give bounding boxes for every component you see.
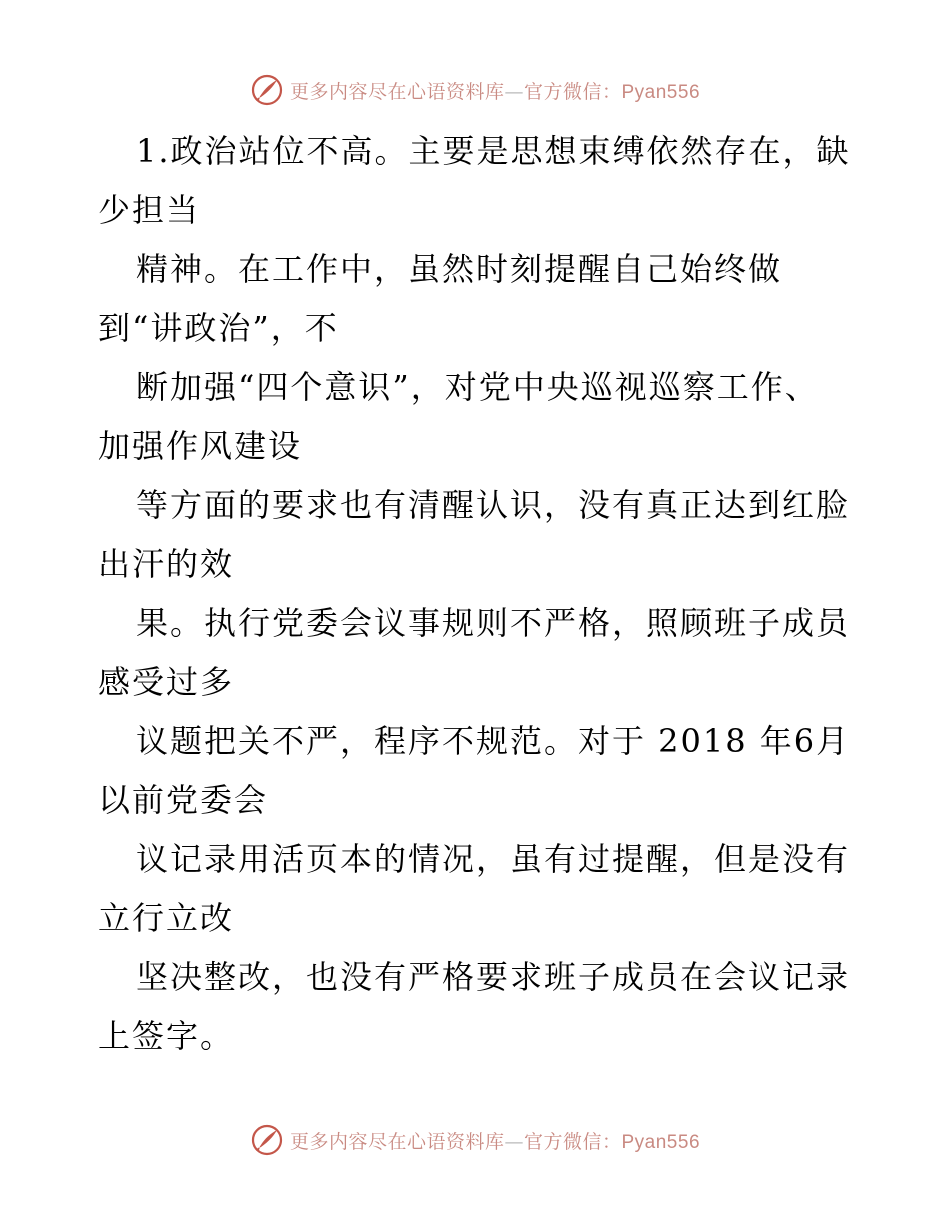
text-line: 立行立改 xyxy=(98,899,235,937)
watermark-slogan: 更多内容尽在心语资料库 xyxy=(289,80,505,103)
text-line: 以前党委会 xyxy=(98,781,269,819)
text-line: 到“讲政治”，不 xyxy=(98,309,339,347)
watermark-dash: — xyxy=(504,1130,524,1153)
text-line: 坚决整改，也没有严格要求班子成员在会议记录 xyxy=(136,958,851,996)
text-line: 果。执行党委会议事规则不严格，照顾班子成员 xyxy=(136,604,851,642)
text-line: 加强作风建设 xyxy=(98,427,303,465)
text-line: 1.政治站位不高。主要是思想束缚依然存在，缺 xyxy=(136,132,851,170)
watermark-slogan: 更多内容尽在心语资料库 xyxy=(289,1130,505,1153)
quill-pen-logo-icon xyxy=(250,1123,284,1157)
text-line: 少担当 xyxy=(98,191,201,229)
footer-watermark xyxy=(0,1118,950,1162)
watermark-wechat-id: Pyan556 xyxy=(621,1131,701,1153)
text-line: 断加强“四个意识”，对党中央巡视巡察工作、 xyxy=(136,368,819,406)
text-line: 精神。在工作中，虽然时刻提醒自己始终做 xyxy=(136,250,783,288)
quill-pen-logo-icon xyxy=(250,73,284,107)
watermark-label: 官方微信： xyxy=(523,1130,622,1153)
header-watermark xyxy=(0,68,950,112)
watermark-label: 官方微信： xyxy=(523,80,622,103)
watermark-wechat-id: Pyan556 xyxy=(621,81,701,103)
watermark-text xyxy=(290,1127,700,1154)
text-line: 等方面的要求也有清醒认识，没有真正达到红脸 xyxy=(136,486,851,524)
text-line: 议题把关不严，程序不规范。对于 2018 年6月 xyxy=(136,722,851,760)
document-body xyxy=(98,122,858,1066)
watermark-dash: — xyxy=(504,80,524,103)
text-line: 上签字。 xyxy=(98,1017,235,1055)
text-line: 出汗的效 xyxy=(98,545,235,583)
text-line: 感受过多 xyxy=(98,663,235,701)
text-line: 议记录用活页本的情况，虽有过提醒，但是没有 xyxy=(136,840,851,878)
watermark-text xyxy=(290,77,700,104)
